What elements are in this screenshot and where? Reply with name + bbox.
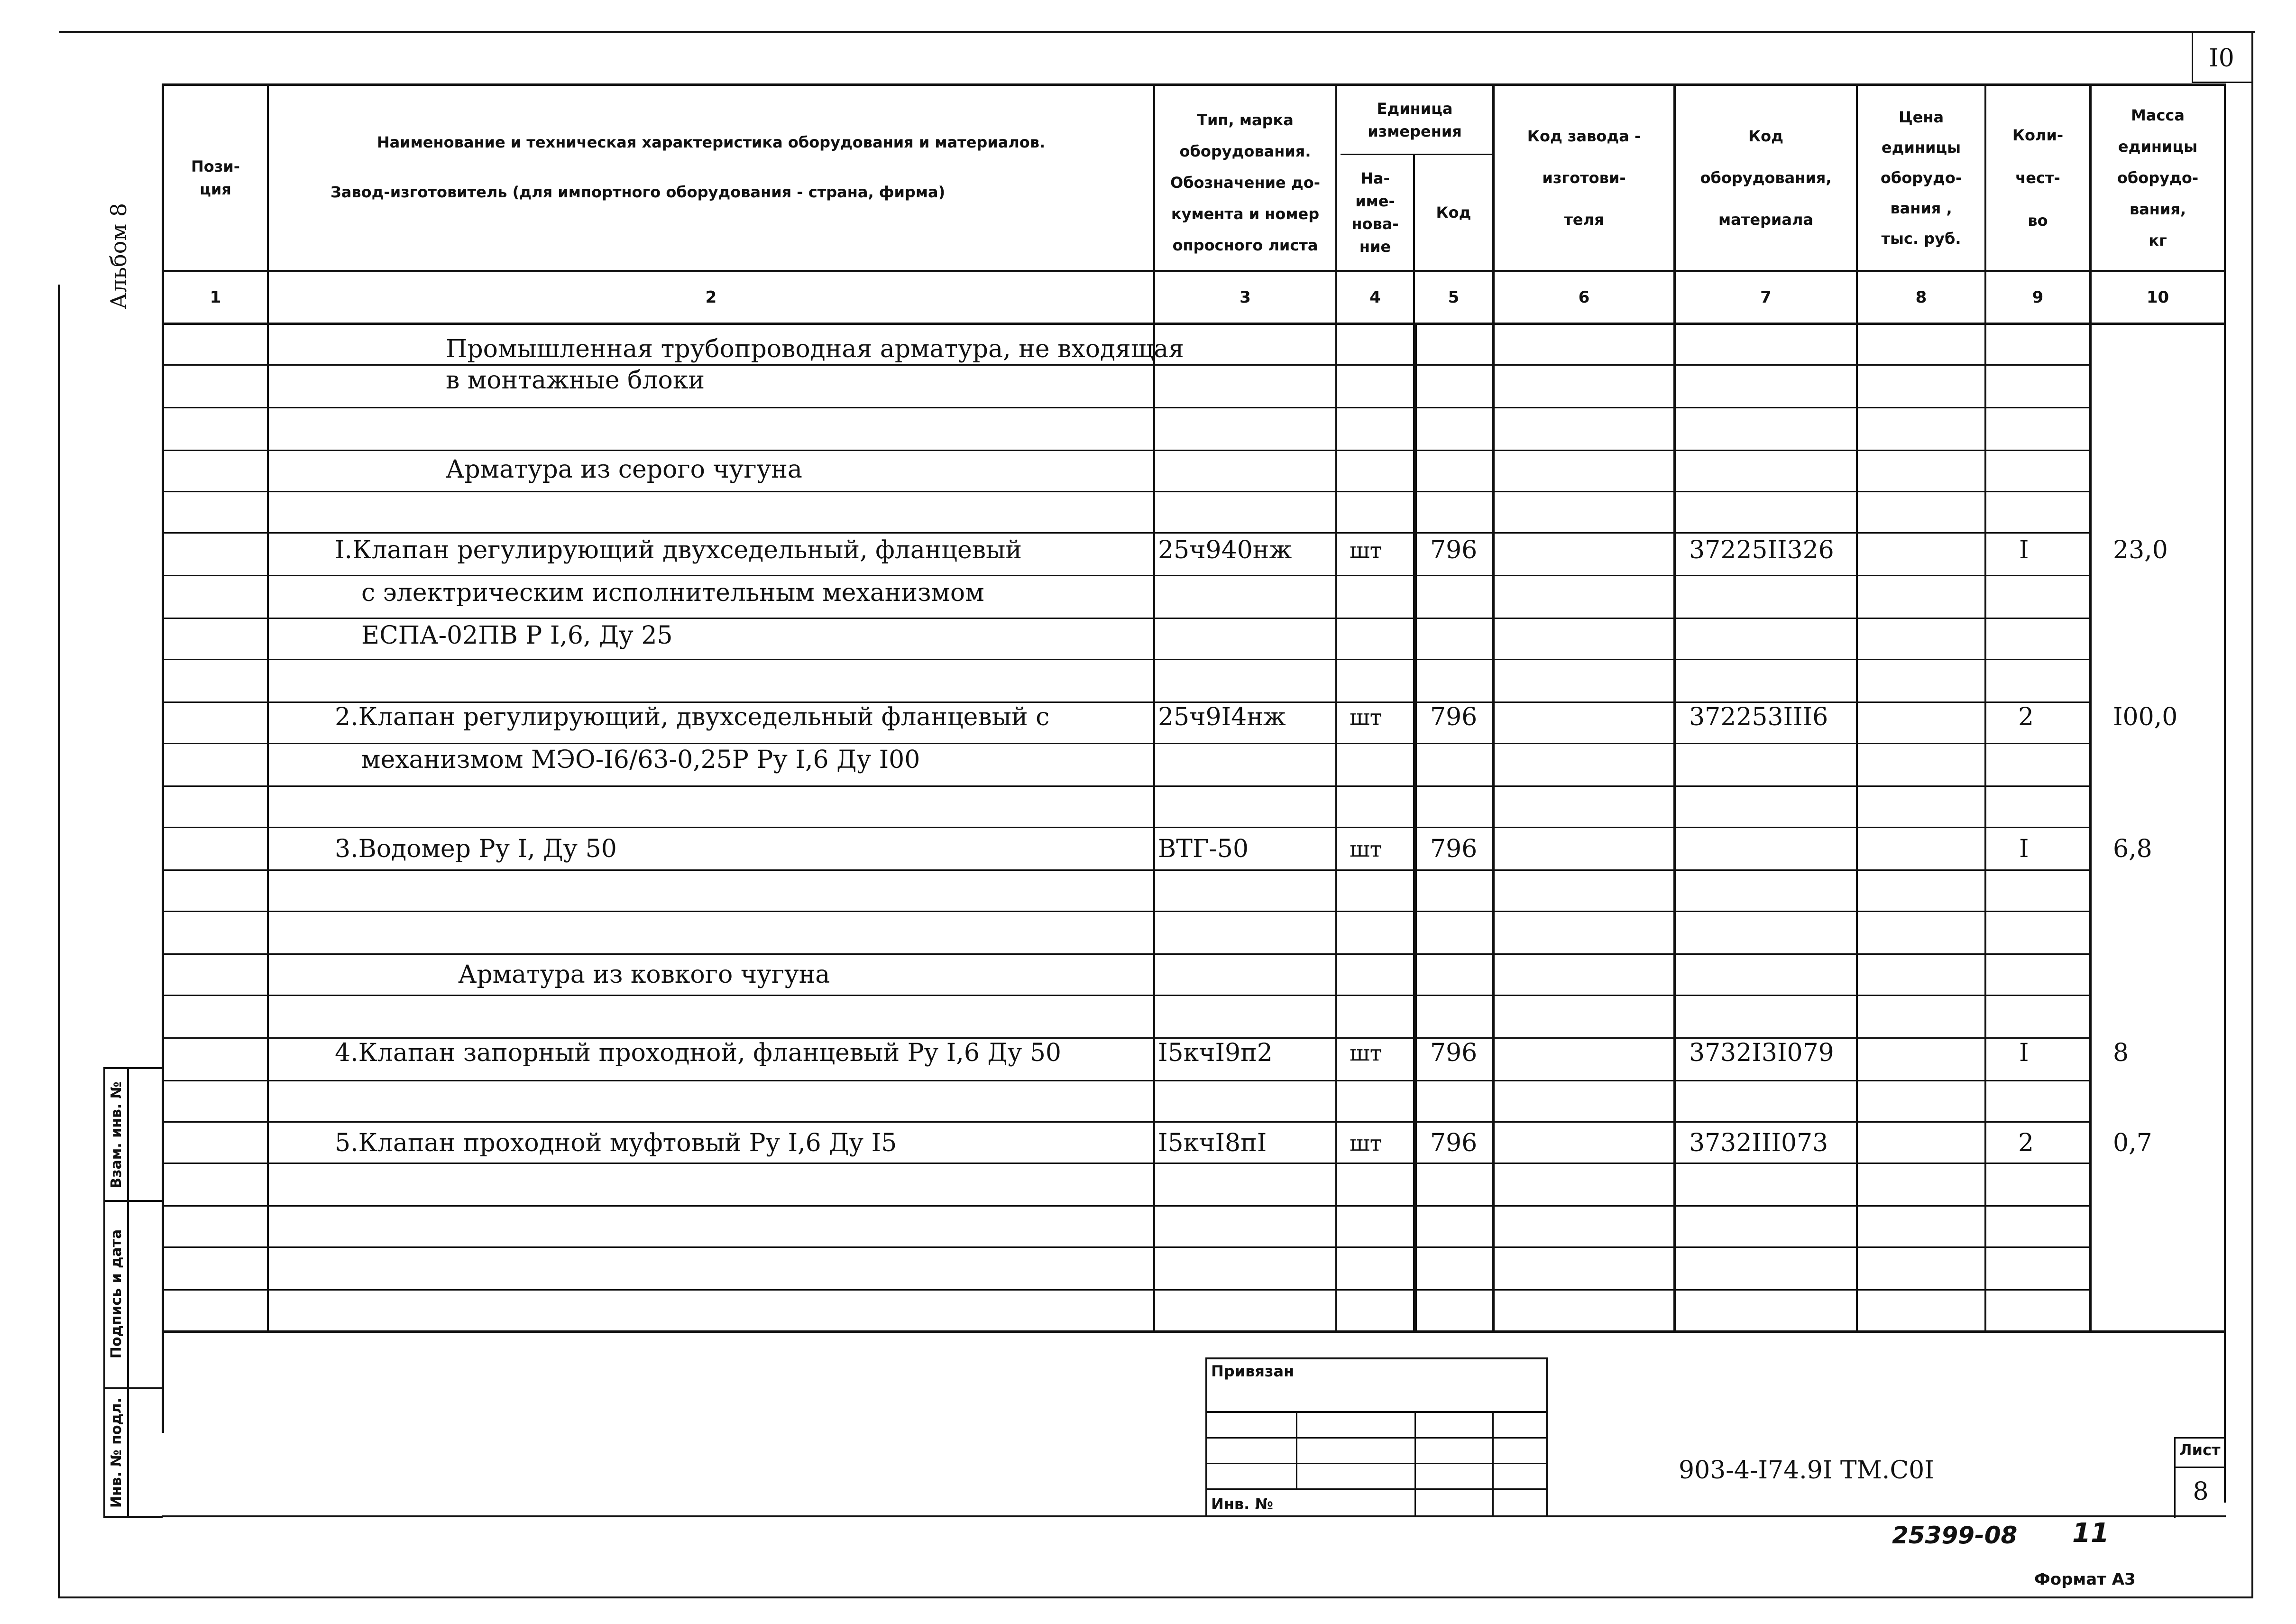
item-5-qty: 2 <box>2018 1129 2034 1157</box>
tb-col <box>1492 1411 1494 1517</box>
item-1-qty: I <box>2019 536 2029 564</box>
item-1-line3: ЕСПА-02ПВ Р I,6, Ду 25 <box>361 621 673 650</box>
item-3-line1: 3.Водомер Ру I, Ду 50 <box>335 835 617 863</box>
item-2-line2: механизмом МЭО-I6/63-0,25Р Ру I,6 Ду I00 <box>361 746 920 774</box>
item-1-line1: I.Клапан регулирующий двухседельный, фланцевый <box>335 536 1022 564</box>
col-rule <box>267 83 269 1333</box>
row-rule <box>163 491 2091 492</box>
section-intro-line2: в монтажные блоки <box>446 366 705 395</box>
col-rule <box>1673 83 1676 1333</box>
row-rule <box>163 532 2091 534</box>
sheet-box-top <box>2174 1437 2226 1439</box>
col-rule <box>1335 83 1337 1333</box>
sheet-corner-number: I0 <box>2209 44 2234 73</box>
side-stamp-mid <box>127 1067 129 1518</box>
item-4-unit-code: 796 <box>1430 1039 1478 1067</box>
row-rule <box>163 407 2091 408</box>
tb-top <box>1205 1357 1548 1359</box>
header-factory-code: Код завода - изготови- теля <box>1527 127 1641 229</box>
row-rule <box>163 869 2091 871</box>
row-rule <box>163 659 2091 660</box>
col-rule <box>1984 83 1986 1333</box>
item-4-material-code: 3732I3I079 <box>1689 1039 1834 1067</box>
header-unit-name: На- име- нова- ние <box>1351 169 1399 256</box>
tb-rule <box>1205 1488 1548 1490</box>
header-price: Цена единицы оборудо- вания , тыс. руб. <box>1880 108 1962 248</box>
header-material-code: Код оборудования, материала <box>1700 127 1832 229</box>
colnum-4: 4 <box>1369 288 1381 307</box>
item-5-unit-code: 796 <box>1430 1129 1478 1157</box>
item-2-type: 25ч9I4нж <box>1158 703 1286 731</box>
colnum-bottom-rule <box>163 323 2226 325</box>
colnum-3: 3 <box>1240 288 1251 307</box>
outer-frame-left <box>58 285 60 1598</box>
item-5-mass: 0,7 <box>2113 1129 2152 1157</box>
item-2-unit: шт <box>1350 704 1382 730</box>
row-rule <box>163 618 2091 619</box>
sheet-number: 8 <box>2193 1477 2209 1506</box>
item-2-mass: I00,0 <box>2113 703 2178 731</box>
colnum-5: 5 <box>1448 288 1460 307</box>
colnum-10: 10 <box>2146 288 2169 307</box>
col-rule-right <box>2224 83 2226 1503</box>
item-1-unit-code: 796 <box>1430 536 1478 564</box>
item-1-line2: с электрическим исполнительным механизмом <box>361 579 984 607</box>
tb-inv-label: Инв. № <box>1211 1495 1273 1513</box>
drawing-frame-bottom <box>162 1515 2226 1517</box>
row-rule <box>163 785 2091 787</box>
side-inv-orig: Инв. № подл. <box>108 1397 125 1508</box>
item-2-line1: 2.Клапан регулирующий, двухседельный фланцевый с <box>335 703 1050 731</box>
header-quantity: Коли- чест- во <box>2012 126 2064 230</box>
header-unit-code: Код <box>1436 203 1471 221</box>
col-rule <box>1492 83 1495 1333</box>
sheet-label: Лист <box>2179 1441 2221 1459</box>
header-name-line2: Завод-изготовитель (для импортного оборудования - страна, фирма) <box>331 183 946 201</box>
outer-frame-bottom <box>58 1596 2253 1598</box>
item-3-type: ВТГ-50 <box>1158 835 1249 863</box>
tb-col <box>1414 1411 1416 1517</box>
row-rule <box>163 953 2091 955</box>
col-rule <box>1153 83 1155 1333</box>
item-5-type: I5кчI8пI <box>1158 1129 1267 1157</box>
bold-frame-left <box>1413 323 1417 1333</box>
section-grey-iron: Арматура из серого чугуна <box>446 455 802 484</box>
header-unit-group: Единица измерения <box>1368 99 1462 140</box>
album-label: Альбом 8 <box>106 203 131 310</box>
item-4-unit: шт <box>1350 1040 1382 1066</box>
item-4-qty: I <box>2019 1039 2029 1067</box>
col-rule <box>1856 83 1858 1333</box>
item-1-unit: шт <box>1350 537 1382 563</box>
item-1-mass: 23,0 <box>2113 536 2168 564</box>
colnum-6: 6 <box>1578 288 1590 307</box>
item-2-qty: 2 <box>2018 703 2034 731</box>
section-intro-line1: Промышленная трубопроводная арматура, не входящая <box>446 335 1184 363</box>
tb-col <box>1296 1411 1297 1488</box>
row-rule <box>163 575 2091 576</box>
item-1-material-code: 37225II326 <box>1689 536 1834 564</box>
item-2-unit-code: 796 <box>1430 703 1478 731</box>
colnum-1: 1 <box>210 288 221 307</box>
colnum-8: 8 <box>1915 288 1927 307</box>
row-rule <box>163 827 2091 828</box>
colnum-2: 2 <box>705 288 717 307</box>
item-3-mass: 6,8 <box>2113 835 2152 863</box>
header-name-line1: Наименование и техническая характеристика оборудования и материалов. <box>377 133 1046 151</box>
row-rule <box>163 1246 2091 1248</box>
format-label: Формат А3 <box>2034 1570 2136 1589</box>
tb-rule <box>1205 1411 1548 1413</box>
archive-number: 25399-08 <box>1892 1522 2018 1549</box>
header-mass: Масса единицы оборудо- вания, кг <box>2117 106 2199 249</box>
sheet-box-sep <box>2174 1467 2226 1468</box>
outer-frame-right <box>2251 31 2253 1598</box>
header-position: Пози- ция <box>191 157 240 198</box>
table-bottom-rule <box>163 1330 2226 1333</box>
item-4-mass: 8 <box>2113 1039 2129 1067</box>
row-rule <box>163 743 2091 744</box>
handwritten-mark: 11 <box>2072 1518 2109 1549</box>
tb-rule <box>1205 1437 1548 1439</box>
tb-rule <box>1205 1463 1548 1464</box>
row-rule <box>163 1080 2091 1081</box>
table-bottom-right <box>2091 1330 2226 1332</box>
colnum-7: 7 <box>1760 288 1772 307</box>
row-rule <box>163 1121 2091 1123</box>
row-rule <box>163 1163 2091 1164</box>
item-1-type: 25ч940нж <box>1158 536 1292 564</box>
colnum-9: 9 <box>2032 288 2044 307</box>
corner-box-bottom <box>2192 82 2253 83</box>
item-4-line1: 4.Клапан запорный проходной, фланцевый Ру I,6 Ду 50 <box>335 1039 1061 1067</box>
outer-frame-top <box>59 31 2255 33</box>
item-3-qty: I <box>2019 835 2029 863</box>
side-replace-inv: Взам. инв. № <box>108 1081 125 1189</box>
side-sign-date: Подпись и дата <box>108 1229 125 1359</box>
item-3-unit-code: 796 <box>1430 835 1478 863</box>
section-malleable-iron: Арматура из ковкого чугуна <box>458 960 830 989</box>
item-5-material-code: 3732III073 <box>1689 1129 1828 1157</box>
row-rule <box>163 911 2091 912</box>
item-5-unit: шт <box>1350 1130 1382 1156</box>
row-rule <box>163 364 2091 366</box>
row-rule <box>163 1289 2091 1291</box>
item-2-material-code: 372253III6 <box>1689 703 1828 731</box>
col-rule <box>2089 83 2092 1333</box>
row-rule <box>163 450 2091 451</box>
item-3-unit: шт <box>1350 836 1382 862</box>
item-5-line1: 5.Клапан проходной муфтовый Ру I,6 Ду I5 <box>335 1129 897 1157</box>
document-code: 903-4-I74.9I ТМ.С0I <box>1679 1456 1934 1485</box>
header-type: Тип, марка оборудования. Обозначение до- кумента и номер опросного листа <box>1170 111 1320 254</box>
row-rule <box>163 995 2091 996</box>
row-rule <box>163 1205 2091 1207</box>
tb-attached-label: Привязан <box>1211 1362 1295 1380</box>
item-4-type: I5кчI9п2 <box>1158 1039 1273 1067</box>
